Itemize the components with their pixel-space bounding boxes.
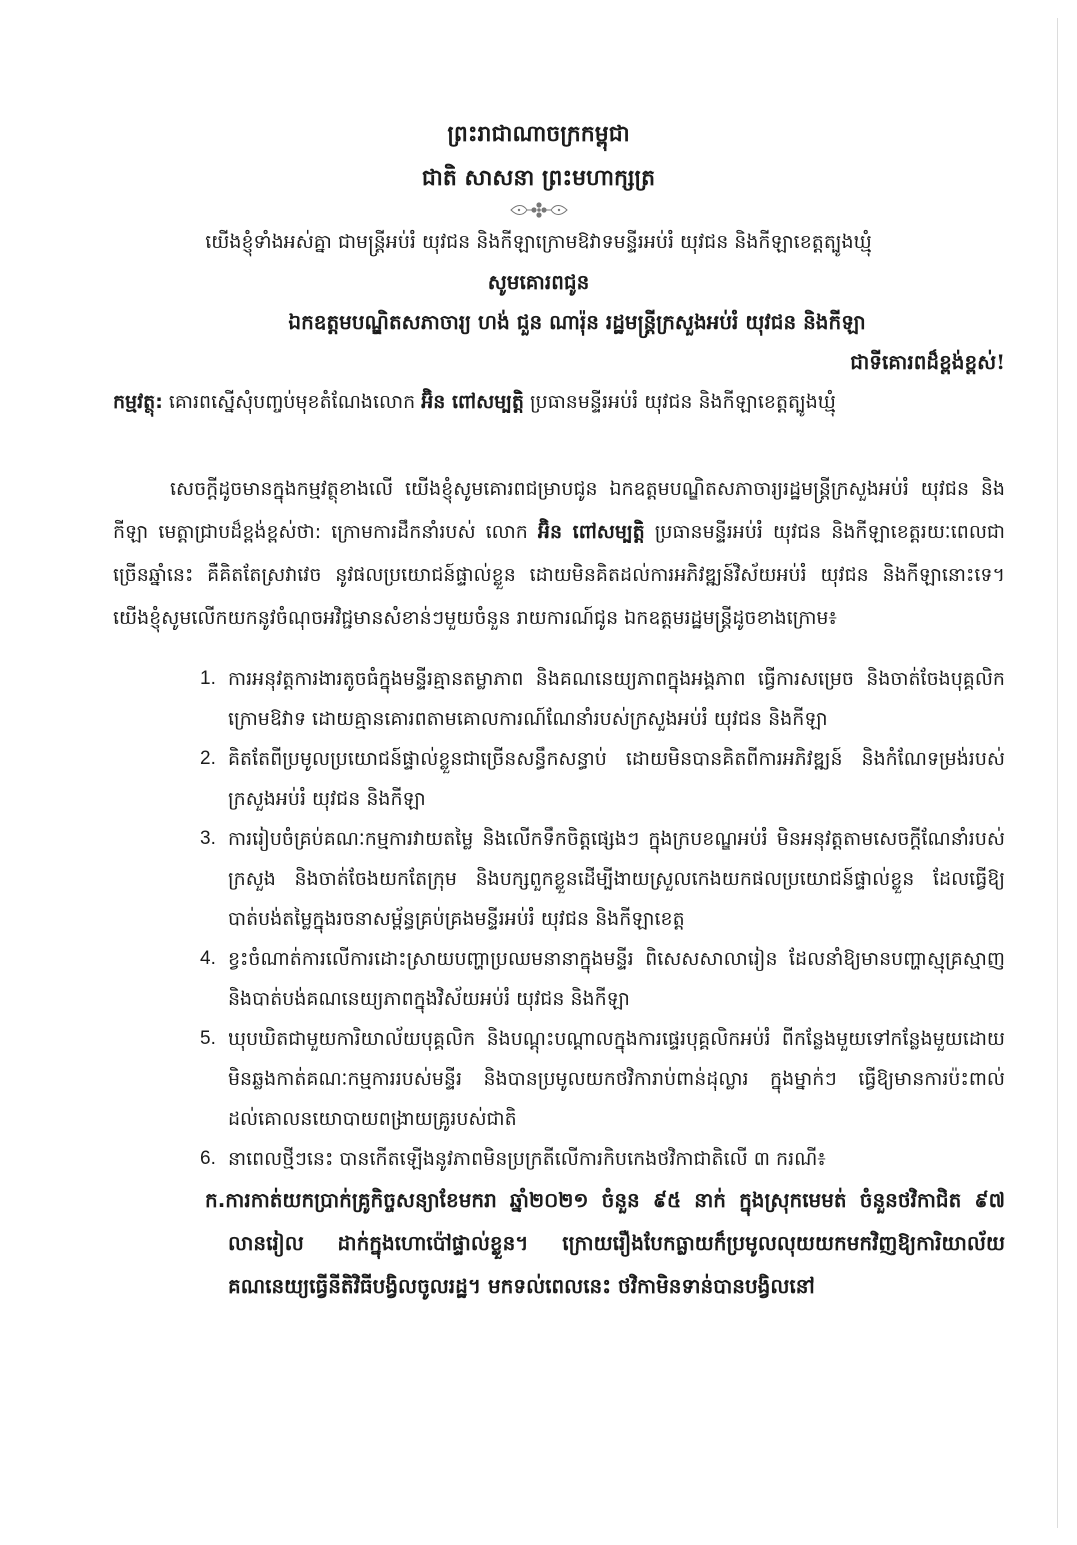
point-number: 6.: [200, 1148, 216, 1169]
senders-line: យើងខ្ញុំទាំងអស់គ្នា ជាមន្ត្រីអប់រំ យុវជន និងកីឡាក្រោមឱវាទមន្ទីរអប់រំ យុវជន និងកីឡាខេត្តត្បូងឃ្មុំ: [205, 231, 872, 253]
sub-point-item: [0, 1179, 1077, 1308]
body-text: សេចក្តីដូចមានក្នុងកម្មវត្ថុខាងលើ យើងខ្ញុំសូមគោរពជម្រាបជូន ឯកឧត្តមបណ្ឌិតសភាចារ្យរដ្ឋមន្ត្រីក្រសួងអប់រំ យុវជន និងកីឡា មេត្តាជ្រាបដ៏ខ្ពង់ខ្ពស់ថា: ក្រោមការដឹកនាំរបស់ លោក: [113, 478, 1005, 543]
point-text: ការរៀបចំគ្រប់គណៈកម្មការវាយតម្លៃ និងលើកទឹកចិត្តផ្សេងៗ ក្នុងក្របខណ្ឌអប់រំ មិនអនុវត្តតាមសេចក្តីណែនាំរបស់ក្រសួង និងចាត់ចែងយកតែក្រុម និងបក្សពួកខ្លួនដើម្បីងាយស្រួលកេងយកផលប្រយោជន៍ផ្ទាល់ខ្លួន ដែលធ្វើឱ្យបាត់បង់តម្លៃក្នុងរចនាសម្ព័ន្ធគ្រប់គ្រងមន្ទីរអប់រំ យុវជន និងកីឡាខេត្ត: [228, 828, 1005, 930]
subject-person-name: អ៊ិន ពៅសម្បត្តិ: [421, 391, 524, 413]
point-item: [0, 1139, 1077, 1179]
body-text-end: ប្រធានមន្ទីរអប់រំ យុវជន និងកីឡាខេត្តរយៈពេលជាច្រើនឆ្នាំនេះ គឺគិតតែស្រវាវេច នូវផលប្រយោជន៍ផ្ទាល់ខ្លួន ដោយមិនគិតដល់ការអភិវឌ្ឍន៍វិស័យអប់រំ យុវជន និងកីឡានោះទេ។ យើងខ្ញុំសូមលើកយកនូវចំណុចអវិជ្ជមានសំខាន់ៗមួយចំនួន រាយការណ៍ជូន ឯកឧត្តមរដ្ឋមន្ត្រីដូចខាងក្រោម៖: [113, 521, 1006, 629]
point-item: [0, 939, 1077, 1019]
point-number: 3.: [200, 828, 216, 849]
national-motto: ជាតិ សាសនា ព្រះមហាក្សត្រ: [421, 165, 656, 191]
salutation: សូមគោរពជូន: [487, 270, 590, 294]
point-number: 2.: [200, 748, 216, 769]
body-paragraph: [113, 468, 1005, 640]
point-text: ឃុបឃិតជាមួយការិយាល័យបុគ្គលិក និងបណ្តុះបណ្តាលក្នុងការផ្ទេរបុគ្គលិកអប់រំ ពីកន្លែងមួយទៅកន្លែងមួយដោយមិនឆ្លងកាត់គណៈកម្មការរបស់មន្ទីរ និងបានប្រមូលយកថវិការាប់ពាន់ដុល្លារ ក្នុងម្នាក់ៗ ធ្វើឱ្យមានការប៉ះពាល់ដល់គោលនយោបាយពង្រាយគ្រូរបស់ជាតិ: [228, 1028, 1005, 1130]
point-item: [0, 659, 1077, 739]
points-list: [0, 659, 1077, 1179]
kingdom-title: ព្រះរាជាណាចក្រកម្ពុជា: [447, 121, 630, 147]
point-text: នាពេលថ្មីៗនេះ បានកើតឡើងនូវភាពមិនប្រក្រតីលើការកិបកេងថវិកាជាតិលើ ៣ ករណី៖: [228, 1148, 826, 1170]
body-person-name: អ៊ិន ពៅសម្បត្តិ: [537, 521, 645, 543]
point-number: 4.: [200, 948, 216, 969]
ornament-icon: [0, 200, 1077, 220]
honorific: ជាទីគោរពដ៏ខ្ពង់ខ្ពស់!: [850, 350, 1005, 374]
subject-text-end: ប្រធានមន្ទីរអប់រំ យុវជន និងកីឡាខេត្តត្បូងឃ្មុំ: [523, 391, 836, 413]
ornament-icon: [507, 201, 571, 219]
subject-label: កម្មវត្ថុ:: [113, 391, 163, 413]
subject-line: [113, 380, 1005, 424]
point-text: ខ្វះចំណាត់ការលើការដោះស្រាយបញ្ហាប្រឈមនានាក្នុងមន្ទីរ ពិសេសសាលារៀន ដែលនាំឱ្យមានបញ្ហាស្មុគ្រស្មាញ និងបាត់បង់គណនេយ្យភាពក្នុងវិស័យអប់រំ យុវជន និងកីឡា: [228, 948, 1005, 1010]
subject-text: គោរពស្នើសុំបញ្ចប់មុខតំណែងលោក: [162, 391, 422, 413]
sub-point-label: ក.: [205, 1188, 226, 1212]
point-item: [0, 739, 1077, 819]
point-item: [0, 819, 1077, 939]
point-number: 1.: [200, 668, 216, 689]
letter-header: [0, 0, 1077, 380]
point-text: ការអនុវត្តការងារតូចធំក្នុងមន្ទីរគ្មានតម្លាភាព និងគណនេយ្យភាពក្នុងអង្គភាព ធ្វើការសម្រេច និងចាត់ចែងបុគ្គលិកក្រោមឱវាទ ដោយគ្មានគោរពតាមគោលការណ៍ណែនាំរបស់ក្រសួងអប់រំ យុវជន និងកីឡា: [228, 668, 1005, 730]
point-item: [0, 1019, 1077, 1139]
point-text: គិតតែពីប្រមូលប្រយោជន៍ផ្ទាល់ខ្លួនជាច្រើនសន្ធឹកសន្ធាប់ ដោយមិនបានគិតពីការអភិវឌ្ឍន៍ និងកំណែទម្រង់របស់ក្រសួងអប់រំ យុវជន និងកីឡា: [228, 748, 1005, 810]
sub-point-text: ការកាត់យកប្រាក់គ្រូកិច្ចសន្យាខែមករា ឆ្នាំ២០២១ ចំនួន ៩៥ នាក់ ក្នុងស្រុកមេមត់ ចំនួនថវិកាជិត ៩៧ លានរៀល ដាក់ក្នុងហោប៉ៅផ្ទាល់ខ្លួន។ ក្រោយរឿងបែកធ្លាយក៏ប្រមូលលុយយកមកវិញឱ្យការិយាល័យគណនេយ្យធ្វើនីតិវិធីបង្វិលចូលរដ្ឋ។ មកទល់ពេលនេះ ថវិកាមិនទាន់បានបង្វិលនៅ: [225, 1188, 1005, 1298]
recipient-line: ឯកឧត្តមបណ្ឌិតសភាចារ្យ ហង់ ជួន ណារ៉ុន រដ្ឋមន្ត្រីក្រសួងអប់រំ យុវជន និងកីឡា: [288, 310, 866, 334]
point-number: 5.: [200, 1028, 216, 1049]
